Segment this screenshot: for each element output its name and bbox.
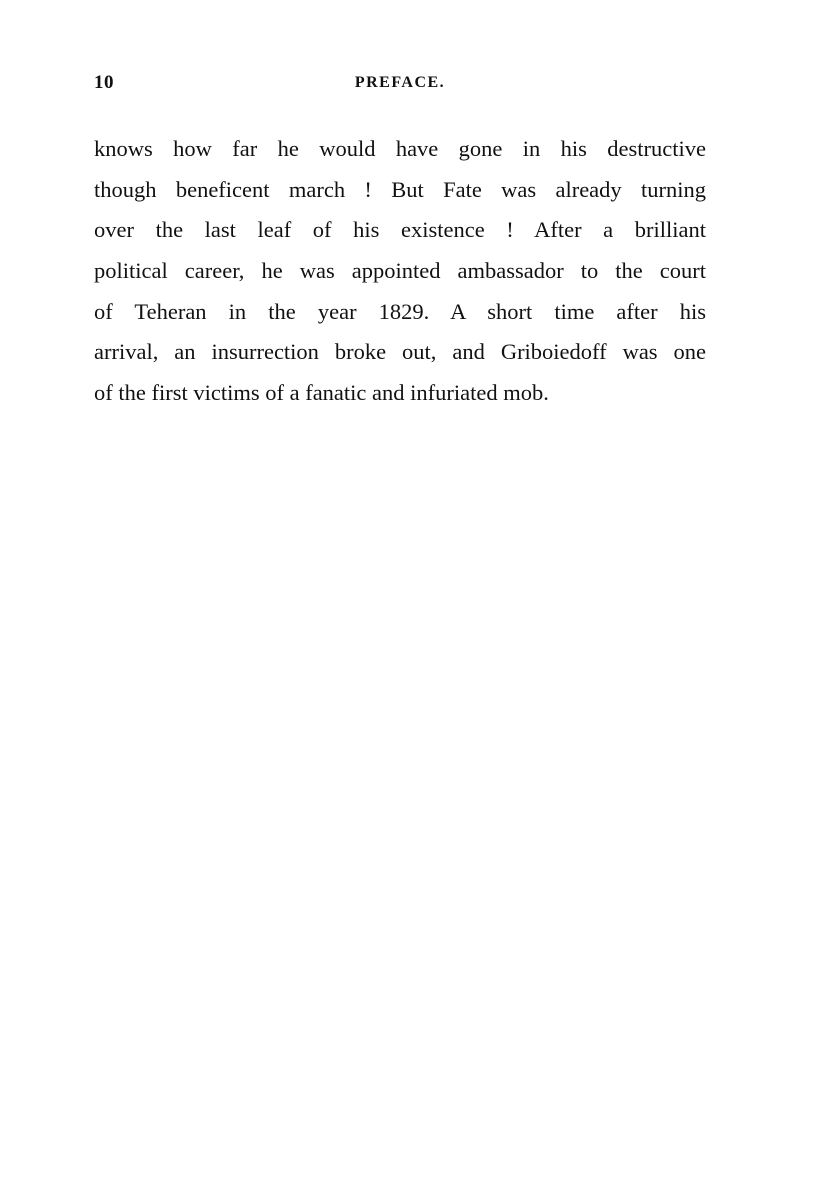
text-line: though beneficent march ! But Fate was already turning bbox=[94, 176, 706, 202]
running-title: PREFACE. bbox=[354, 74, 446, 91]
body-paragraph bbox=[94, 129, 706, 414]
text-line: knows how far he would have gone in his destructive bbox=[94, 136, 706, 161]
text-line: of the first victims of a fanatic and infuriated mob. bbox=[94, 380, 549, 406]
text-line: over the last leaf of his existence ! After a brilliant bbox=[94, 217, 706, 243]
running-head bbox=[94, 72, 706, 98]
text-line: political career, he was appointed ambassador to the court bbox=[94, 258, 706, 284]
page-number: 10 bbox=[94, 72, 114, 93]
text-line: of Teheran in the year 1829. A short time after his bbox=[94, 298, 706, 324]
text-line: arrival, an insurrection broke out, and Griboiedoff was one bbox=[94, 339, 706, 365]
